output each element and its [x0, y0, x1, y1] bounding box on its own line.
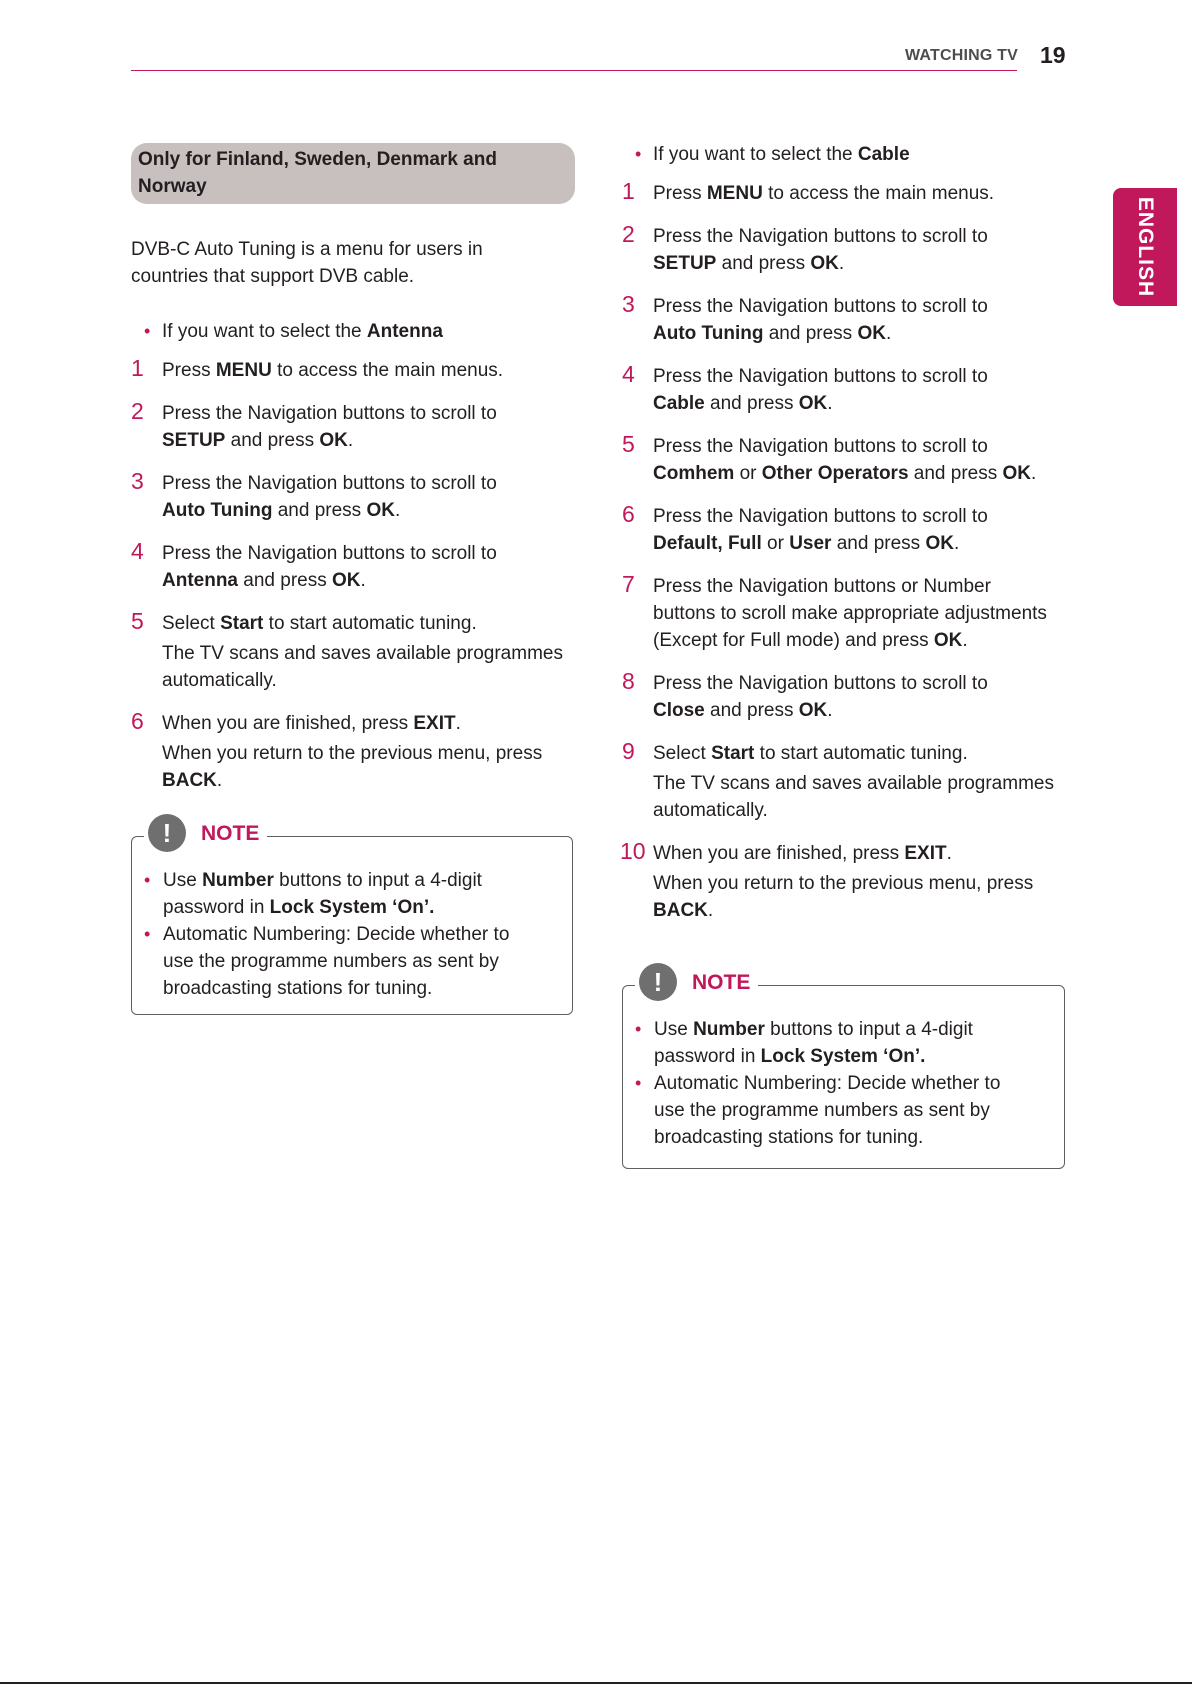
- step-text: .: [827, 700, 833, 721]
- step-text: and press: [225, 430, 320, 451]
- step-text: When you are finished, press: [653, 843, 905, 864]
- header-section-title: WATCHING TV: [904, 47, 1018, 64]
- cable-bullet: [622, 141, 1072, 168]
- step-number: 2: [131, 398, 144, 424]
- step-number: 1: [622, 178, 635, 204]
- step-text: Press the Navigation buttons to scroll to: [653, 506, 988, 527]
- step-number: 4: [131, 538, 144, 564]
- step-item: [622, 293, 1072, 347]
- note-text: broadcasting stations for tuning.: [163, 978, 433, 999]
- step-text: and press: [908, 463, 1003, 484]
- step-text: to access the main menus.: [762, 183, 995, 204]
- step-text: and press: [763, 323, 858, 344]
- step-text: .: [360, 570, 366, 591]
- step-text: and press: [831, 533, 926, 554]
- step-keyword: EXIT: [413, 713, 456, 734]
- note-text: Use: [654, 1019, 694, 1040]
- intro-paragraph: [131, 236, 575, 290]
- step-text: .: [455, 713, 461, 734]
- step-text: or: [734, 463, 762, 484]
- step-item: [622, 740, 1072, 824]
- step-keyword: OK: [810, 253, 839, 274]
- step-keyword: Other Operators: [761, 463, 909, 484]
- step-keyword: OK: [366, 500, 395, 521]
- step-text: to start automatic tuning.: [263, 613, 477, 634]
- note-text: Use: [163, 870, 203, 891]
- bullet-text: If you want to select the: [162, 321, 367, 342]
- step-text: (Except for Full mode) and press: [653, 630, 934, 651]
- note-text: broadcasting stations for tuning.: [654, 1127, 924, 1148]
- step-text: .: [216, 770, 223, 791]
- step-text: to access the main menus.: [271, 360, 504, 381]
- step-text: .: [962, 630, 968, 651]
- note-item: [144, 921, 552, 1002]
- step-keyword: Cable: [653, 393, 705, 414]
- step-text: buttons to scroll make appropriate adjustments: [653, 603, 1047, 624]
- step-item: [131, 540, 575, 594]
- right-column: [622, 140, 1072, 940]
- step-keyword: Start: [220, 613, 264, 634]
- step-keyword: Default, Full: [653, 533, 762, 554]
- step-text: Press: [653, 183, 707, 204]
- step-item: [622, 433, 1072, 487]
- step-item: [131, 710, 575, 794]
- step-subtext: [653, 870, 1072, 924]
- step-text: Press the Navigation buttons to scroll to: [653, 366, 988, 387]
- step-item: [622, 840, 1072, 924]
- step-text: .: [707, 900, 714, 921]
- note-item: [144, 867, 552, 921]
- step-item: [622, 223, 1072, 277]
- step-number: 3: [131, 468, 144, 494]
- step-subtext: [162, 740, 575, 794]
- step-text: or: [761, 533, 790, 554]
- step-keyword: Antenna: [162, 570, 238, 591]
- antenna-steps: [131, 357, 575, 794]
- step-subtext-line: automatically.: [653, 800, 768, 821]
- step-keyword: Start: [711, 743, 755, 764]
- note-item: [635, 1016, 1044, 1070]
- step-subtext-line: When you return to the previous menu, press: [162, 743, 543, 764]
- footer-rule: [0, 1682, 1192, 1684]
- note-text: password in: [654, 1046, 761, 1067]
- step-item: [131, 400, 575, 454]
- step-number: 5: [131, 608, 144, 634]
- note-keyword: Lock System ‘On’.: [269, 897, 435, 918]
- step-text: .: [827, 393, 833, 414]
- language-side-tab-label: ENGLISH: [1134, 196, 1157, 298]
- note-text: password in: [163, 897, 270, 918]
- bullet-bold: Cable: [857, 144, 910, 165]
- step-item: [622, 180, 1072, 207]
- note-text: buttons to input a 4-digit: [273, 870, 482, 891]
- step-text: .: [838, 253, 845, 274]
- note-text: Automatic Numbering: Decide whether to: [654, 1073, 1001, 1094]
- note-title: NOTE: [201, 821, 260, 845]
- step-item: [131, 470, 575, 524]
- step-number: 8: [622, 668, 635, 694]
- cable-steps: [622, 180, 1072, 924]
- note-title: NOTE: [692, 970, 751, 994]
- step-keyword: OK: [332, 570, 361, 591]
- step-number: 6: [131, 708, 144, 734]
- intro-line-2: countries that support DVB cable.: [131, 266, 415, 287]
- step-number: 7: [622, 571, 635, 597]
- step-keyword: OK: [798, 393, 828, 414]
- header-rule: [131, 70, 1017, 71]
- step-item: [622, 503, 1072, 557]
- bullet-bold: Antenna: [366, 321, 443, 342]
- bullet-dot-icon: •: [144, 870, 151, 890]
- note-text: buttons to input a 4-digit: [764, 1019, 973, 1040]
- step-subtext-line: automatically.: [162, 670, 277, 691]
- step-text: Press the Navigation buttons to scroll to: [162, 543, 497, 564]
- step-keyword: OK: [1002, 463, 1032, 484]
- step-keyword: OK: [925, 533, 954, 554]
- step-keyword: SETUP: [162, 430, 226, 451]
- intro-line-1: DVB-C Auto Tuning is a menu for users in: [131, 239, 483, 260]
- step-keyword: Auto Tuning: [653, 323, 764, 344]
- note-box-right: [622, 966, 1065, 1169]
- step-number: 5: [622, 431, 635, 457]
- step-item: [131, 610, 575, 694]
- step-subtext-line: The TV scans and saves available programmes: [162, 643, 563, 664]
- step-number: 1: [131, 355, 144, 381]
- step-keyword: OK: [319, 430, 348, 451]
- step-text: .: [946, 843, 952, 864]
- step-text: When you are finished, press: [162, 713, 414, 734]
- left-column: [131, 140, 575, 810]
- note-box-left: [131, 817, 573, 1015]
- note-text: Automatic Numbering: Decide whether to: [163, 924, 510, 945]
- step-item: [622, 573, 1072, 654]
- step-keyword: MENU: [215, 360, 272, 381]
- step-keyword: BACK: [653, 900, 708, 921]
- step-item: [622, 363, 1072, 417]
- step-text: Press the Navigation buttons to scroll to: [162, 403, 497, 424]
- step-text: .: [1031, 463, 1037, 484]
- step-number: 4: [622, 361, 635, 387]
- note-text: use the programme numbers as sent by: [163, 951, 499, 972]
- step-text: .: [394, 500, 401, 521]
- step-keyword: User: [789, 533, 832, 554]
- step-text: Press the Navigation buttons to scroll to: [162, 473, 497, 494]
- step-keyword: OK: [798, 700, 828, 721]
- step-number: 10: [620, 838, 646, 864]
- bullet-dot-icon: •: [144, 924, 151, 944]
- step-text: Press: [162, 360, 216, 381]
- note-header: [144, 814, 267, 852]
- step-keyword: EXIT: [904, 843, 947, 864]
- step-subtext: [653, 770, 1072, 824]
- step-text: Press the Navigation buttons to scroll to: [653, 296, 988, 317]
- step-item: [622, 670, 1072, 724]
- region-label: Only for Finland, Sweden, Denmark and Norway: [131, 143, 575, 204]
- step-item: [131, 357, 575, 384]
- step-subtext-line: The TV scans and saves available programmes: [653, 773, 1054, 794]
- page-number: 19: [1040, 42, 1066, 68]
- step-keyword: OK: [933, 630, 963, 651]
- step-text: Press the Navigation buttons to scroll to: [653, 226, 988, 247]
- step-number: 9: [622, 738, 635, 764]
- step-keyword: Close: [653, 700, 705, 721]
- exclamation-icon: !: [148, 814, 186, 852]
- note-item: [635, 1070, 1044, 1151]
- step-keyword: SETUP: [653, 253, 717, 274]
- step-text: and press: [704, 700, 799, 721]
- bullet-text: If you want to select the: [653, 144, 858, 165]
- step-text: .: [885, 323, 892, 344]
- step-subtext-line: When you return to the previous menu, press: [653, 873, 1034, 894]
- step-text: Press the Navigation buttons to scroll to: [653, 436, 988, 457]
- step-text: Press the Navigation buttons or Number: [653, 576, 991, 597]
- bullet-dot-icon: •: [635, 144, 642, 164]
- bullet-dot-icon: •: [635, 1019, 642, 1039]
- step-keyword: Auto Tuning: [162, 500, 273, 521]
- bullet-dot-icon: •: [635, 1073, 642, 1093]
- step-text: to start automatic tuning.: [754, 743, 968, 764]
- note-keyword: Lock System ‘On’.: [760, 1046, 926, 1067]
- antenna-bullet: [131, 318, 575, 345]
- note-header: [635, 963, 758, 1001]
- step-keyword: OK: [857, 323, 886, 344]
- step-keyword: BACK: [162, 770, 217, 791]
- step-keyword: Comhem: [653, 463, 735, 484]
- step-text: Select: [653, 743, 712, 764]
- note-keyword: Number: [693, 1019, 765, 1040]
- step-number: 2: [622, 221, 635, 247]
- step-text: .: [347, 430, 354, 451]
- step-text: and press: [704, 393, 799, 414]
- bullet-dot-icon: •: [144, 321, 151, 341]
- step-number: 3: [622, 291, 635, 317]
- step-keyword: MENU: [706, 183, 763, 204]
- step-text: .: [953, 533, 960, 554]
- step-text: and press: [238, 570, 332, 591]
- step-number: 6: [622, 501, 635, 527]
- exclamation-icon: !: [639, 963, 677, 1001]
- step-text: Press the Navigation buttons to scroll to: [653, 673, 988, 694]
- note-text: use the programme numbers as sent by: [654, 1100, 990, 1121]
- language-side-tab: [1113, 188, 1177, 306]
- step-text: and press: [272, 500, 367, 521]
- step-subtext: [162, 640, 575, 694]
- note-keyword: Number: [202, 870, 274, 891]
- step-text: and press: [716, 253, 811, 274]
- step-text: Select: [162, 613, 221, 634]
